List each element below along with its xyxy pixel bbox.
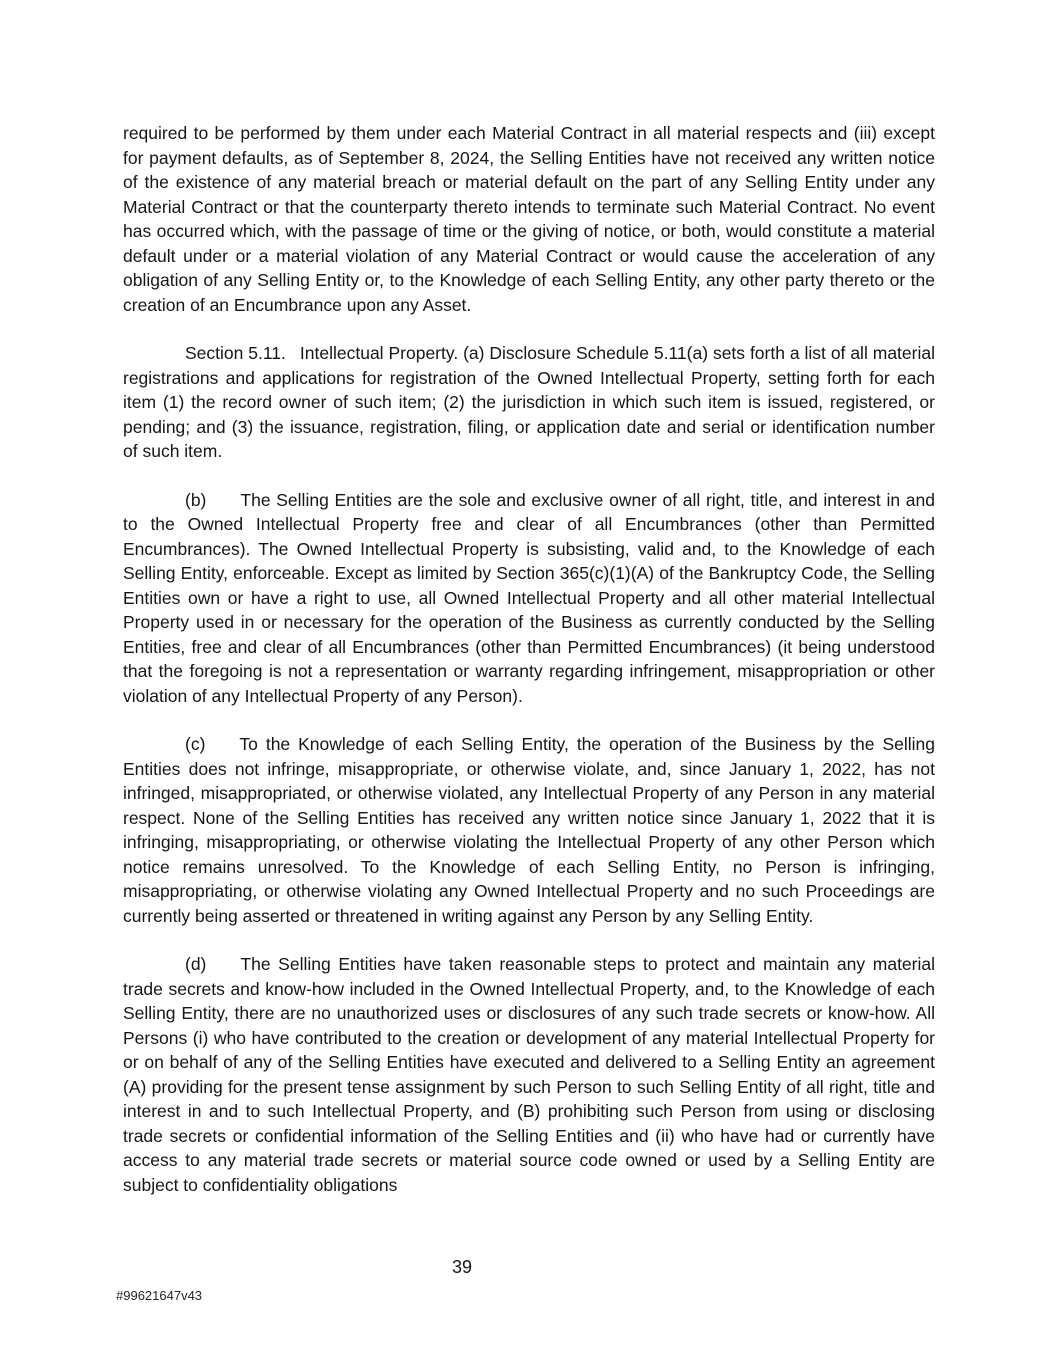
paragraph-c [123,732,935,928]
section-number-label: Section 5.11. [185,343,286,363]
page-number: 39 [452,1257,473,1277]
section-5-11-paragraph [123,341,935,464]
document-body [123,121,935,1221]
paragraph-text: Intellectual Property. (a) Disclosure Schedule 5.11(a) sets forth a list of all material registrations and applications for registration of the Owned Intellectual Property, setting forth for each item (1) the record owner of such item; (2) the jurisdiction in which such item is issued, registered, or pending; and (3) the issuance, registration, filing, or application date and serial or identification number of such item. [123,343,935,461]
paragraph-text: The Selling Entities have taken reasonable steps to protect and maintain any material trade secrets and know-how included in the Owned Intellectual Property, and, to the Knowledge of each Selling Entity, there are no unauthorized uses or disclosures of any such trade secrets or know-how. All Persons (i) who have contributed to the creation or development of any material Intellectual Property for or on behalf of any of the Selling Entities have executed and delivered to a Selling Entity an agreement (A) providing for the present tense assignment by such Person to such Selling Entity of all right, title and interest in and to such Intellectual Property, and (B) prohibiting such Person from using or disclosing trade secrets or confidential information of the Selling Entities and (ii) who have had or currently have access to any material trade secrets or material source code owned or used by a Selling Entity are subject to confidentiality obligations [123,954,935,1195]
paragraph-d [123,952,935,1197]
document-id: #99621647v43 [116,1288,203,1303]
paragraph-c-label: (c) [185,734,206,754]
paragraph-b-label: (b) [185,489,207,510]
paragraph-b [123,488,935,709]
paragraph-text: To the Knowledge of each Selling Entity, the operation of the Business by the Selling Entities does not infringe, misappropriate, or otherwise violate, and, since January 1, 2022, has not infringed, misappropriated, or otherwise violated, any Intellectual Property of any Person in any material respect. None of the Selling Entities has received any written notice since January 1, 2022 that it is infringing, misappropriating, or otherwise violating the Intellectual Property of any other Person which notice remains unresolved. To the Knowledge of each Selling Entity, no Person is infringing, misappropriating, or otherwise violating any Owned Intellectual Property and no such Proceedings are currently being asserted or threatened in writing against any Person by any Selling Entity. [123,734,935,926]
paragraph-d-label: (d) [185,954,207,974]
paragraph-text: required to be performed by them under each Material Contract in all material respects and (iii) except for payment defaults, as of September 8, 2024, the Selling Entities have not received any written notice of the existence of any material breach or material default on the part of any Selling Entity under any Material Contract or that the counterparty thereto intends to terminate such Material Contract. No event has occurred which, with the passage of time or the giving of notice, or both, would constitute a material default under or a material violation of any Material Contract or would cause the acceleration of any obligation of any Selling Entity or, to the Knowledge of each Selling Entity, any other party thereto or the creation of an Encumbrance upon any Asset. [123,123,935,315]
paragraph-text: The Selling Entities are the sole and exclusive owner of all right, title, and interest in and to the Owned Intellectual Property free and clear of all Encumbrances (other than Permitted Encumbrances). The Owned Intellectual Property is subsisting, valid and, to the Knowledge of each Selling Entity, enforceable. Except as limited by Section 365(c)(1)(A) of the Bankruptcy Code, the Selling Entities own or have a right to use, all Owned Intellectual Property and all other material Intellectual Property used in or necessary for the operation of the Business as currently conducted by the Selling Entities, free and clear of all Encumbrances (other than Permitted Encumbrances) (it being understood that the foregoing is not a representation or warranty regarding infringement, misappropriation or other violation of any Intellectual Property of any Person). [123,489,935,706]
paragraph-continuation [123,121,935,317]
